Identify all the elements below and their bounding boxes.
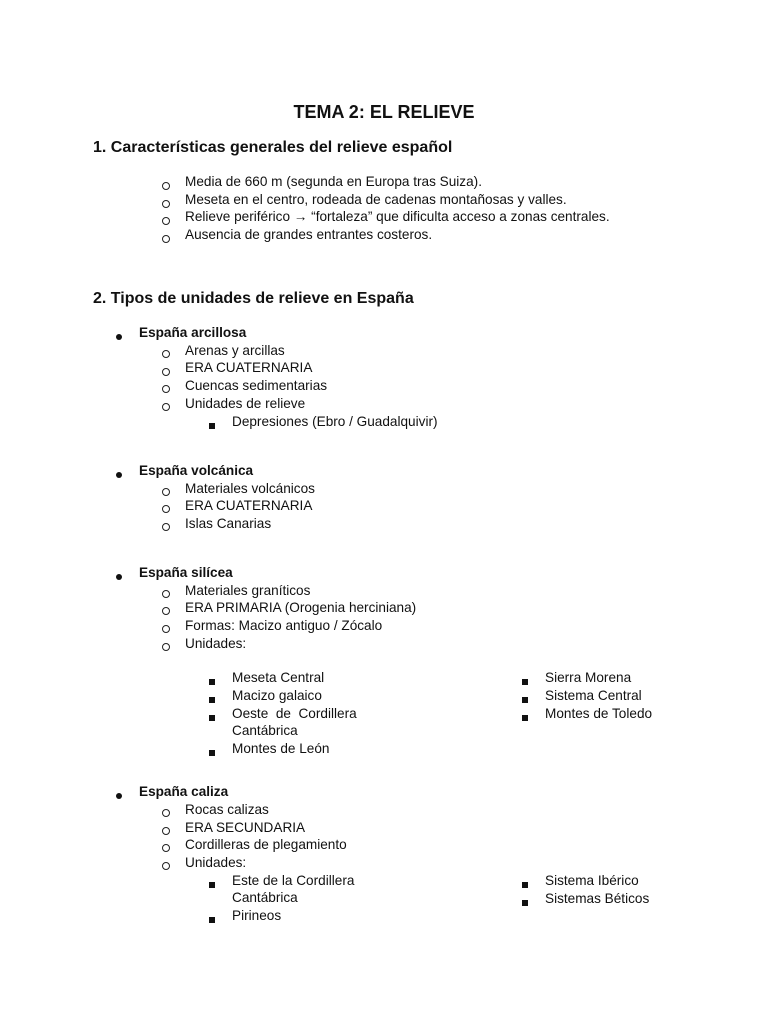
circle-bullet-icon	[162, 485, 170, 499]
sub-list-item: Montes de León	[232, 741, 330, 756]
circle-bullet-icon	[162, 859, 170, 873]
list-item: Unidades:	[185, 636, 247, 651]
sub-list-item: Este de la Cordillera	[232, 873, 355, 888]
circle-bullet-icon	[162, 400, 170, 414]
page-title: TEMA 2: EL RELIEVE	[293, 102, 475, 122]
square-bullet-icon	[209, 912, 215, 926]
sub-list-item: Sistema Central	[545, 688, 642, 703]
list-item: Formas: Macizo antiguo / Zócalo	[185, 618, 383, 633]
circle-bullet-icon	[162, 365, 170, 379]
list-item: Unidades:	[185, 855, 247, 870]
circle-bullet-icon	[162, 347, 170, 361]
square-bullet-icon	[209, 710, 215, 724]
square-bullet-icon	[522, 710, 528, 724]
circle-bullet-icon	[162, 604, 170, 618]
circle-bullet-icon	[162, 502, 170, 516]
group-name: España silícea	[139, 565, 233, 580]
list-item: Media de 660 m (segunda en Europa tras Suiza).	[185, 174, 482, 189]
circle-bullet-icon	[162, 232, 170, 246]
circle-bullet-icon	[162, 622, 170, 636]
list-item: Rocas calizas	[185, 802, 269, 817]
sub-list-item: Pirineos	[232, 908, 282, 923]
list-item: Arenas y arcillas	[185, 343, 285, 358]
list-item: Cordilleras de plegamiento	[185, 837, 347, 852]
dot-bullet-icon	[116, 569, 122, 583]
square-bullet-icon	[209, 418, 215, 432]
square-bullet-icon	[209, 674, 215, 688]
sub-list-item: Sistemas Béticos	[545, 891, 650, 906]
circle-bullet-icon	[162, 587, 170, 601]
group-name: España caliza	[139, 784, 229, 799]
circle-bullet-icon	[162, 841, 170, 855]
circle-bullet-icon	[162, 382, 170, 396]
square-bullet-icon	[522, 895, 528, 909]
list-item: Relieve periférico → “fortaleza” que dificulta acceso a zonas centrales.	[185, 209, 610, 224]
sub-list-item: Sistema Ibérico	[545, 873, 639, 888]
square-bullet-icon	[522, 877, 528, 891]
list-item: ERA SECUNDARIA	[185, 820, 306, 835]
list-item: ERA CUATERNARIA	[185, 360, 313, 375]
square-bullet-icon	[209, 745, 215, 759]
sub-list-item: Macizo galaico	[232, 688, 322, 703]
sub-list-item: Meseta Central	[232, 670, 325, 685]
sub-list-item-continuation: Cantábrica	[232, 723, 298, 738]
circle-bullet-icon	[162, 640, 170, 654]
list-item: Materiales volcánicos	[185, 481, 315, 496]
list-item: Cuencas sedimentarias	[185, 378, 328, 393]
square-bullet-icon	[209, 877, 215, 891]
sub-list-item-continuation: Cantábrica	[232, 890, 298, 905]
circle-bullet-icon	[162, 806, 170, 820]
list-item: Ausencia de grandes entrantes costeros.	[185, 227, 433, 242]
dot-bullet-icon	[116, 329, 122, 343]
group-name: España volcánica	[139, 463, 254, 478]
sub-list-item: Sierra Morena	[545, 670, 632, 685]
circle-bullet-icon	[162, 824, 170, 838]
list-item: ERA CUATERNARIA	[185, 498, 313, 513]
group-name: España arcillosa	[139, 325, 247, 340]
list-item: Unidades de relieve	[185, 396, 306, 411]
sub-list-item: Montes de Toledo	[545, 706, 653, 721]
section-heading-2: 2. Tipos de unidades de relieve en España	[93, 290, 414, 307]
list-item: Islas Canarias	[185, 516, 272, 531]
dot-bullet-icon	[116, 788, 122, 802]
circle-bullet-icon	[162, 520, 170, 534]
circle-bullet-icon	[162, 214, 170, 228]
circle-bullet-icon	[162, 179, 170, 193]
dot-bullet-icon	[116, 467, 122, 481]
list-item: Meseta en el centro, rodeada de cadenas montañosas y valles.	[185, 192, 567, 207]
list-item: ERA PRIMARIA (Orogenia herciniana)	[185, 600, 417, 615]
square-bullet-icon	[522, 674, 528, 688]
square-bullet-icon	[522, 692, 528, 706]
sub-list-item: Depresiones (Ebro / Guadalquivir)	[232, 414, 438, 429]
section-heading-1: 1. Características generales del relieve español	[93, 139, 453, 156]
square-bullet-icon	[209, 692, 215, 706]
list-item: Materiales graníticos	[185, 583, 311, 598]
sub-list-item: Oeste de Cordillera	[232, 706, 357, 721]
circle-bullet-icon	[162, 197, 170, 211]
